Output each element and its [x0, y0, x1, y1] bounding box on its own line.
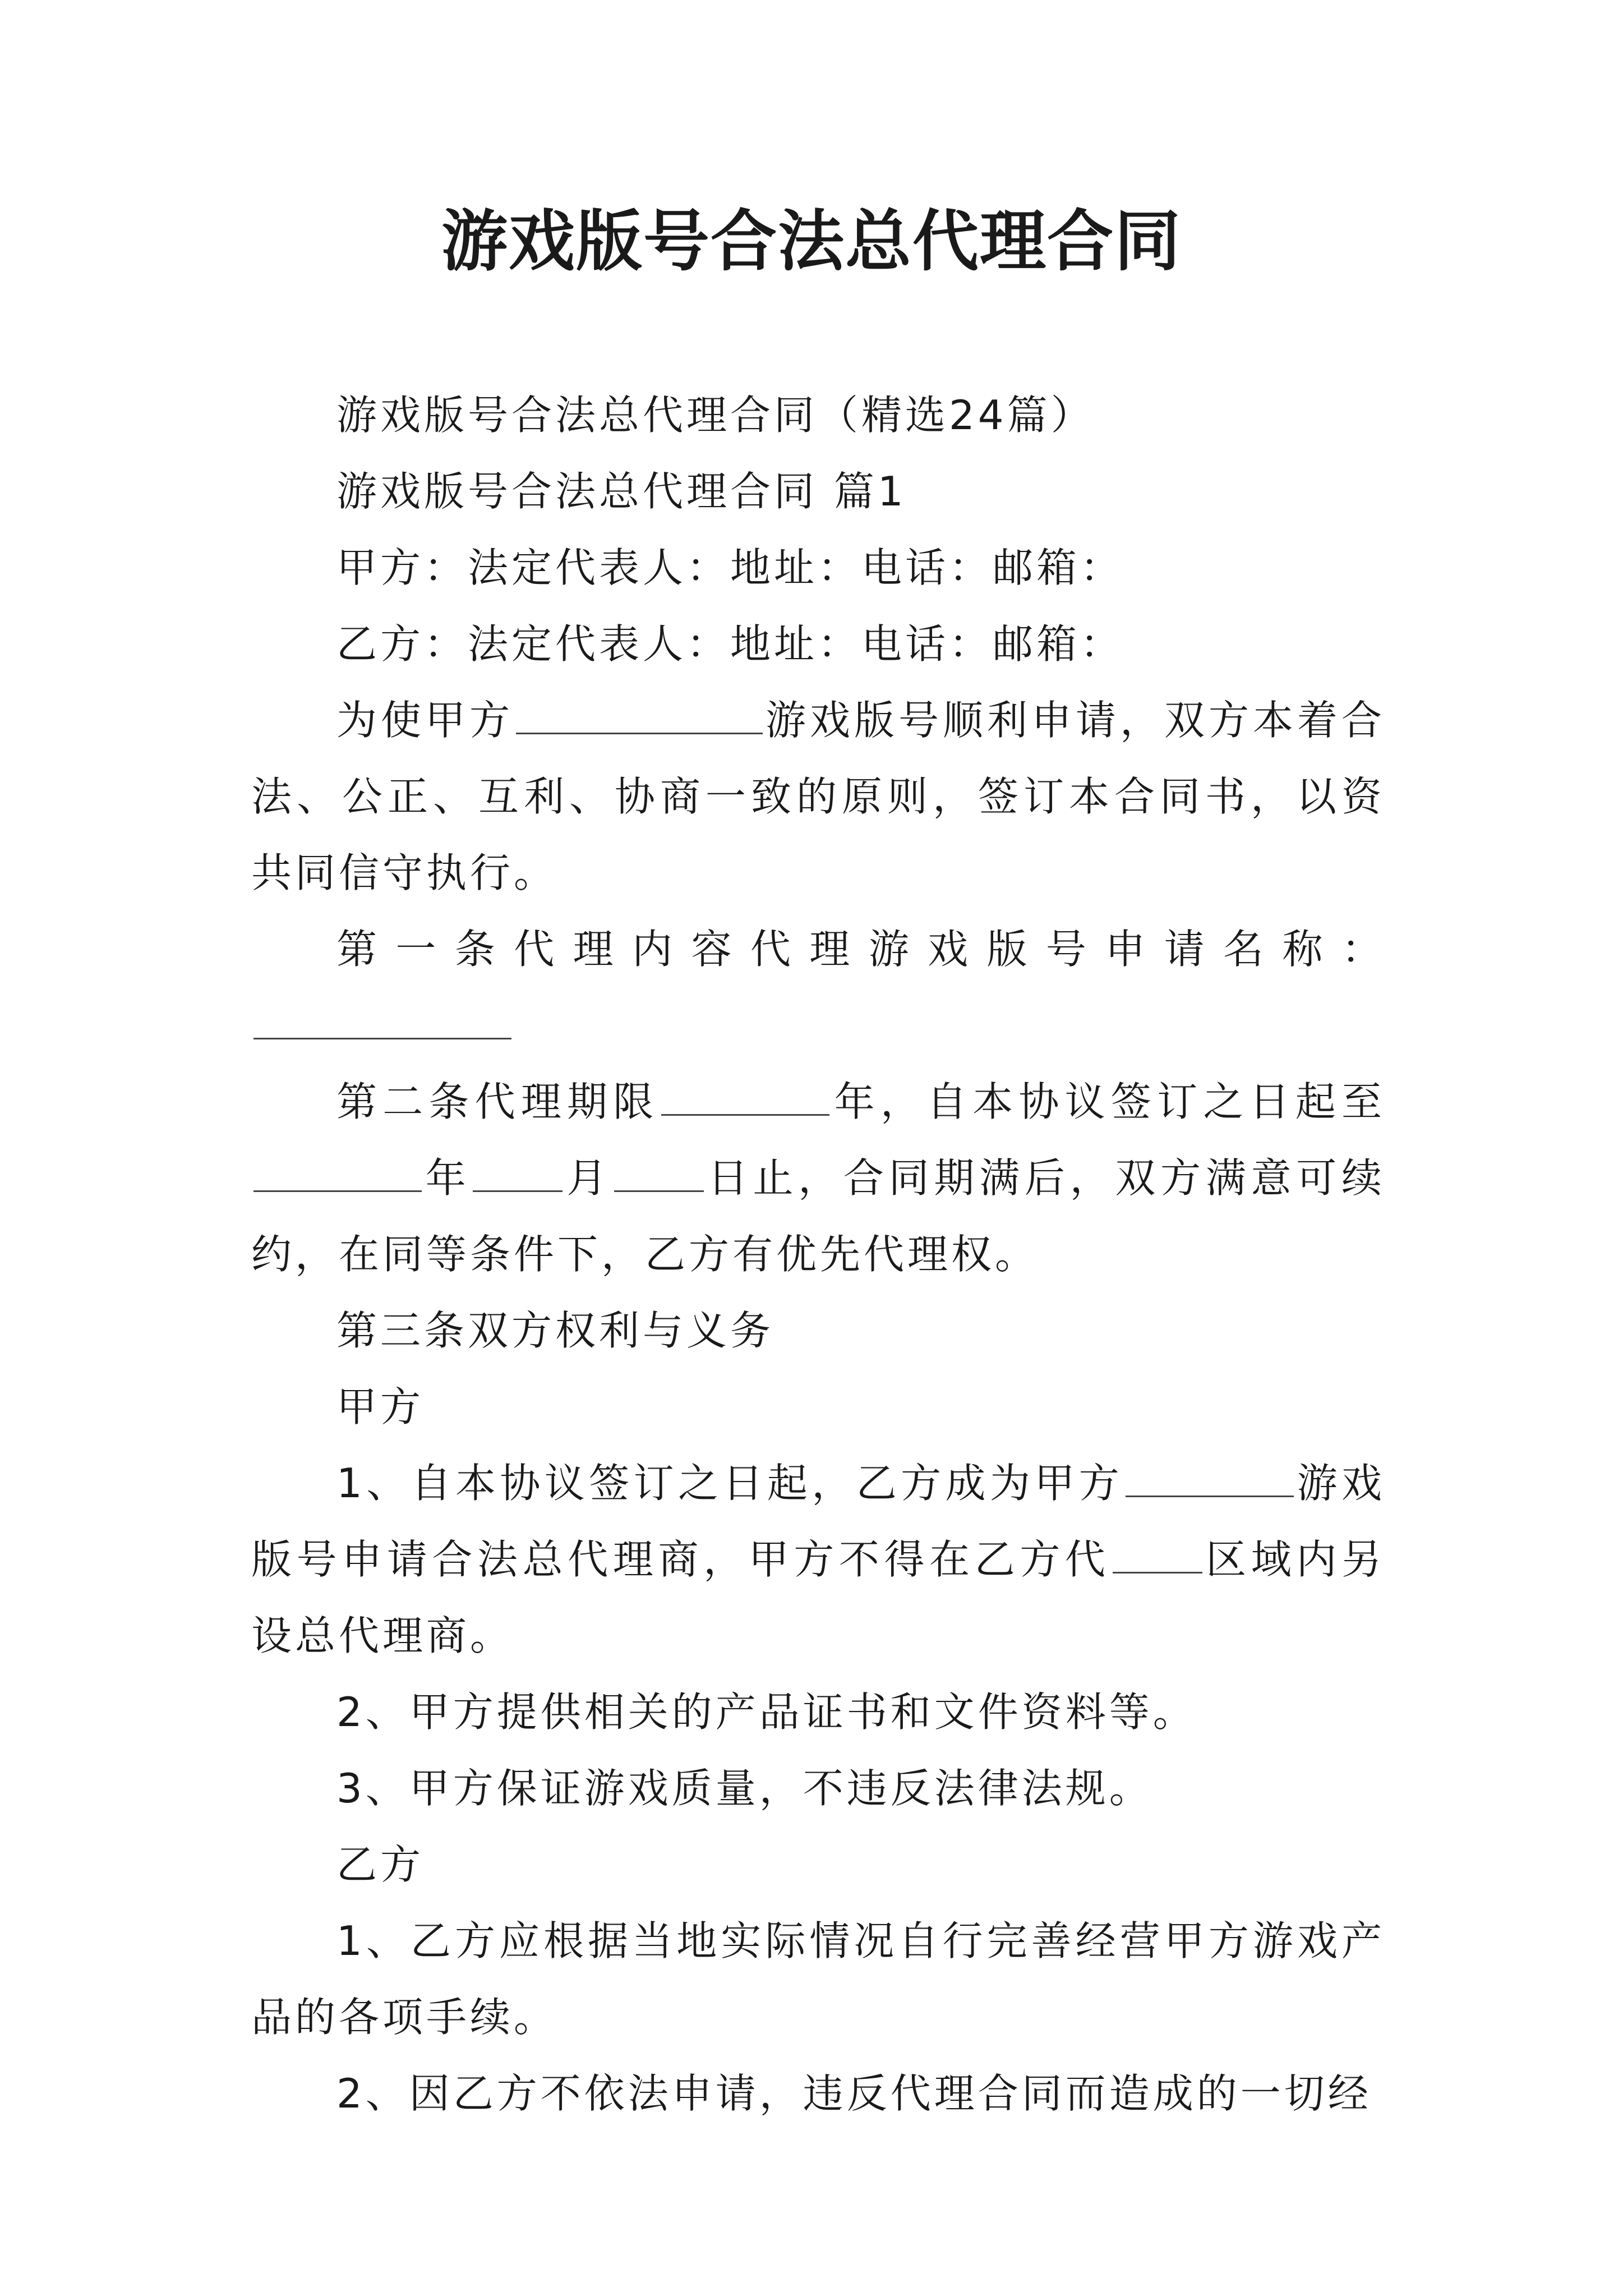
blank-line — [473, 1151, 562, 1192]
blank-line — [1126, 1456, 1294, 1497]
article-2-c: 年 — [424, 1154, 471, 1202]
subtitle: 游戏版号合法总代理合同（精选24篇） — [336, 392, 1095, 439]
party-a-item-3: 3、甲方保证游戏质量，不违反法律法规。 — [336, 1765, 1153, 1812]
party-a-label: 甲方 — [336, 1383, 425, 1430]
article-1-text: 第一条代理内容代理游戏版号申请名称： — [336, 926, 1385, 973]
intro-paragraph — [251, 682, 1385, 911]
intro-end: 游戏版号顺利申请，双方本着合法、公正、互利、协商一致的原则，签订本合同书，以资共同信守执行。 — [251, 697, 1385, 896]
article-1 — [251, 911, 1385, 1064]
party-a-item-1 — [251, 1445, 1385, 1674]
blank-line — [253, 1151, 422, 1192]
article-2-a: 第二条代理期限 — [336, 1078, 660, 1125]
article-2-d: 月 — [565, 1154, 612, 1202]
article-2-e: 日止，合同期满后，双方满意可续约，在同等条件下，乙方有优先代理权。 — [251, 1154, 1385, 1278]
a1-b: 游戏版号申请合法总代理商，甲方不得在乙方代 — [251, 1460, 1385, 1583]
blank-line — [614, 1151, 704, 1192]
intro-start: 为使甲方 — [336, 697, 514, 744]
article-3: 第三条双方权利与义务 — [336, 1307, 774, 1354]
a1-c: 区域内另设总代理商。 — [251, 1536, 1385, 1659]
party-b-item-2: 2、因乙方不依法申请，违反代理合同而造成的一切经 — [336, 2070, 1372, 2117]
blank-line — [516, 693, 763, 734]
document-title: 游戏版号合法总代理合同 — [441, 202, 1182, 280]
a1-a: 1、自本协议签订之日起，乙方成为甲方 — [336, 1460, 1124, 1507]
party-a-item-2: 2、甲方提供相关的产品证书和文件资料等。 — [336, 1688, 1197, 1736]
party-a-line: 甲方：法定代表人：地址：电话：邮箱： — [336, 544, 1124, 591]
blank-line — [1113, 1533, 1202, 1573]
document-body — [251, 377, 1385, 2132]
blank-line — [253, 999, 511, 1039]
blank-line — [661, 1075, 829, 1116]
article-2-b: 年，自本协议签订之日起至 — [832, 1078, 1385, 1125]
party-b-label: 乙方 — [336, 1841, 425, 1888]
article-2 — [251, 1064, 1385, 1292]
party-b-item-1: 1、乙方应根据当地实际情况自行完善经营甲方游戏产品的各项手续。 — [251, 1917, 1385, 2041]
part-heading: 游戏版号合法总代理合同 篇1 — [336, 468, 907, 515]
party-b-line: 乙方：法定代表人：地址：电话：邮箱： — [336, 620, 1124, 668]
